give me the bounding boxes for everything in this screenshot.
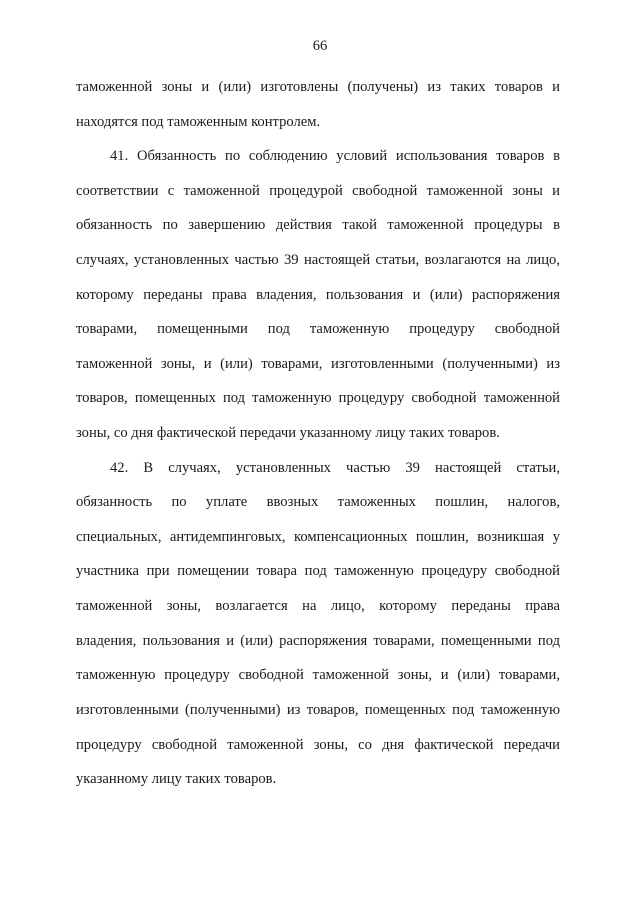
- text-line: которому переданы права владения, пользования и (или) распоряжения: [76, 287, 560, 303]
- text-line: случаях, установленных частью 39 настоящей статьи, возлагаются на лицо,: [76, 252, 560, 268]
- text-line: специальных, антидемпинговых, компенсационных пошлин, возникшая у: [76, 529, 560, 545]
- text-line: владения, пользования и (или) распоряжения товарами, помещенными под: [76, 633, 560, 649]
- text-line: процедуру свободной таможенной зоны, со дня фактической передачи: [76, 737, 560, 753]
- text-line: таможенной зоны, и (или) товарами, изготовленными (полученными) из: [76, 356, 560, 372]
- text-line: 41. Обязанность по соблюдению условий использования товаров в: [110, 148, 560, 164]
- text-line: 42. В случаях, установленных частью 39 настоящей статьи,: [110, 460, 560, 476]
- text-line: изготовленными (полученными) из товаров, помещенных под таможенную: [76, 702, 560, 718]
- text-line: таможенной зоны, возлагается на лицо, которому переданы права: [76, 598, 560, 614]
- text-line: таможенную процедуру свободной таможенной зоны, и (или) товарами,: [76, 667, 560, 683]
- text-line: товаров, помещенных под таможенную процедуру свободной таможенной: [76, 390, 560, 406]
- text-line: обязанность по уплате ввозных таможенных пошлин, налогов,: [76, 494, 560, 510]
- page-number: 66: [312, 38, 328, 54]
- text-line: участника при помещении товара под таможенную процедуру свободной: [76, 563, 560, 579]
- text-line: находятся под таможенным контролем.: [76, 114, 321, 130]
- text-line: обязанность по завершению действия такой таможенной процедуры в: [76, 217, 560, 233]
- text-line: товарами, помещенными под таможенную процедуру свободной: [76, 321, 560, 337]
- text-line: соответствии с таможенной процедурой свободной таможенной зоны и: [76, 183, 560, 199]
- text-line: указанному лицу таких товаров.: [76, 771, 277, 787]
- text-line: зоны, со дня фактической передачи указанному лицу таких товаров.: [76, 425, 500, 441]
- text-line: таможенной зоны и (или) изготовлены (получены) из таких товаров и: [76, 79, 560, 95]
